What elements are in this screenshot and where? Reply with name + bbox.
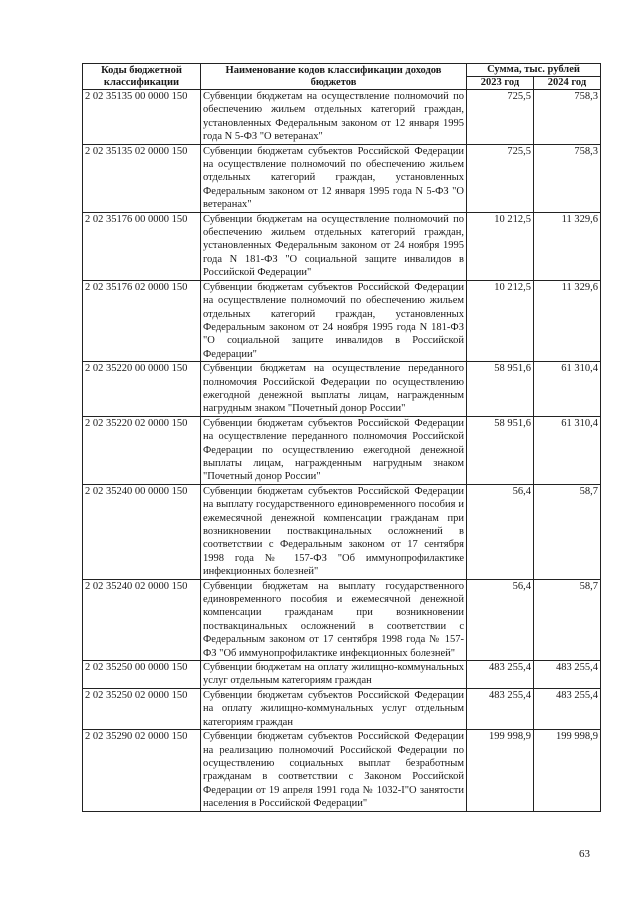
row-sum-2024: 61 310,4 [534,416,601,484]
row-sum-2024: 11 329,6 [534,280,601,361]
row-name: Субвенции бюджетам субъектов Российской Федерации на осуществление полномочий по обеспечению жильем отдельных категорий граждан, установленных Федеральным законом от 12 января 1995 года N 5-ФЗ "О ветеранах" [201,144,467,212]
table-row [83,90,601,145]
table-row [83,688,601,729]
header-name: Наименование кодов классификации доходов бюджетов [201,64,467,90]
row-sum-2023: 10 212,5 [467,212,534,280]
row-name: Субвенции бюджетам на выплату государственного единовременного пособия и ежемесячной денежной компенсации гражданам при возникновении поствакцинальных осложнений в соответствии с Федеральным законом от 17 сентября 1998 года № 157-ФЗ "Об иммунопрофилактике инфекционных болезней" [201,579,467,660]
row-name: Субвенции бюджетам на осуществление полномочий по обеспечению жильем отдельных категорий граждан, установленных Федеральным законом от 24 ноября 1995 года N 181-ФЗ "О социальной защите инвалидов в Российской Федерации" [201,212,467,280]
table-row [83,362,601,417]
row-sum-2023: 483 255,4 [467,661,534,689]
row-sum-2024: 11 329,6 [534,212,601,280]
table-row [83,730,601,811]
row-code: 2 02 35220 00 0000 150 [83,362,201,417]
table-row [83,212,601,280]
row-sum-2023: 725,5 [467,144,534,212]
header-code: Коды бюджетной классификации [83,64,201,90]
row-sum-2023: 56,4 [467,579,534,660]
row-sum-2024: 61 310,4 [534,362,601,417]
row-name: Субвенции бюджетам на осуществление переданного полномочия Российской Федерации по осуществлению ежегодной денежной выплаты лицам, награжденным нагрудным знаком "Почетный донор России" [201,362,467,417]
table-row [83,280,601,361]
row-sum-2023: 58 951,6 [467,416,534,484]
row-sum-2024: 58,7 [534,579,601,660]
row-code: 2 02 35250 00 0000 150 [83,661,201,689]
row-sum-2023: 56,4 [467,484,534,579]
row-sum-2023: 10 212,5 [467,280,534,361]
row-sum-2024: 58,7 [534,484,601,579]
row-name: Субвенции бюджетам на оплату жилищно-коммунальных услуг отдельным категориям граждан [201,661,467,689]
row-code: 2 02 35240 00 0000 150 [83,484,201,579]
row-name: Субвенции бюджетам субъектов Российской Федерации на реализацию полномочий Российской Федерации по осуществлению социальных выплат безработным гражданам в соответствии с Законом Российской Федерации от 19 апреля 1991 года № 1032-I"О занятости населения в Российской Федерации" [201,730,467,811]
row-name: Субвенции бюджетам субъектов Российской Федерации на оплату жилищно-коммунальных услуг отдельным категориям граждан [201,688,467,729]
row-name: Субвенции бюджетам на осуществление полномочий по обеспечению жильем отдельных категорий граждан, установленных Федеральным законом от 12 января 1995 года N 5-ФЗ "О ветеранах" [201,90,467,145]
row-code: 2 02 35176 00 0000 150 [83,212,201,280]
table-row [83,416,601,484]
row-code: 2 02 35220 02 0000 150 [83,416,201,484]
page-number: 63 [579,848,590,860]
row-sum-2024: 483 255,4 [534,661,601,689]
table-row [83,144,601,212]
header-year-2023: 2023 год [467,77,534,90]
row-code: 2 02 35135 00 0000 150 [83,90,201,145]
table-body [83,90,601,812]
table-row [83,579,601,660]
row-code: 2 02 35290 02 0000 150 [83,730,201,811]
row-sum-2023: 483 255,4 [467,688,534,729]
row-code: 2 02 35250 02 0000 150 [83,688,201,729]
row-sum-2023: 725,5 [467,90,534,145]
header-year-2024: 2024 год [534,77,601,90]
header-row [83,64,601,77]
table-row [83,661,601,689]
row-sum-2024: 758,3 [534,144,601,212]
row-sum-2024: 199 998,9 [534,730,601,811]
header-sum: Сумма, тыс. рублей [467,64,601,77]
row-code: 2 02 35176 02 0000 150 [83,280,201,361]
row-code: 2 02 35135 02 0000 150 [83,144,201,212]
row-sum-2024: 758,3 [534,90,601,145]
row-name: Субвенции бюджетам субъектов Российской Федерации на осуществление переданного полномочия Российской Федерации по осуществлению ежегодной денежной выплаты лицам, награжденным нагрудным знаком "Почетный донор России" [201,416,467,484]
row-code: 2 02 35240 02 0000 150 [83,579,201,660]
table-row [83,484,601,579]
budget-revenue-table [82,63,601,812]
row-sum-2024: 483 255,4 [534,688,601,729]
row-name: Субвенции бюджетам субъектов Российской Федерации на выплату государственного единовременного пособия и ежемесячной денежной компенсации гражданам при возникновении поствакцинальных осложнений в соответствии с Федеральным законом от 17 сентября 1998 года № 157-ФЗ "Об иммунопрофилактике инфекционных болезней" [201,484,467,579]
row-sum-2023: 199 998,9 [467,730,534,811]
row-sum-2023: 58 951,6 [467,362,534,417]
row-name: Субвенции бюджетам субъектов Российской Федерации на осуществление полномочий по обеспечению жильем отдельных категорий граждан, установленных Федеральным законом от 24 ноября 1995 года N 181-ФЗ "О социальной защите инвалидов в Российской Федерации" [201,280,467,361]
